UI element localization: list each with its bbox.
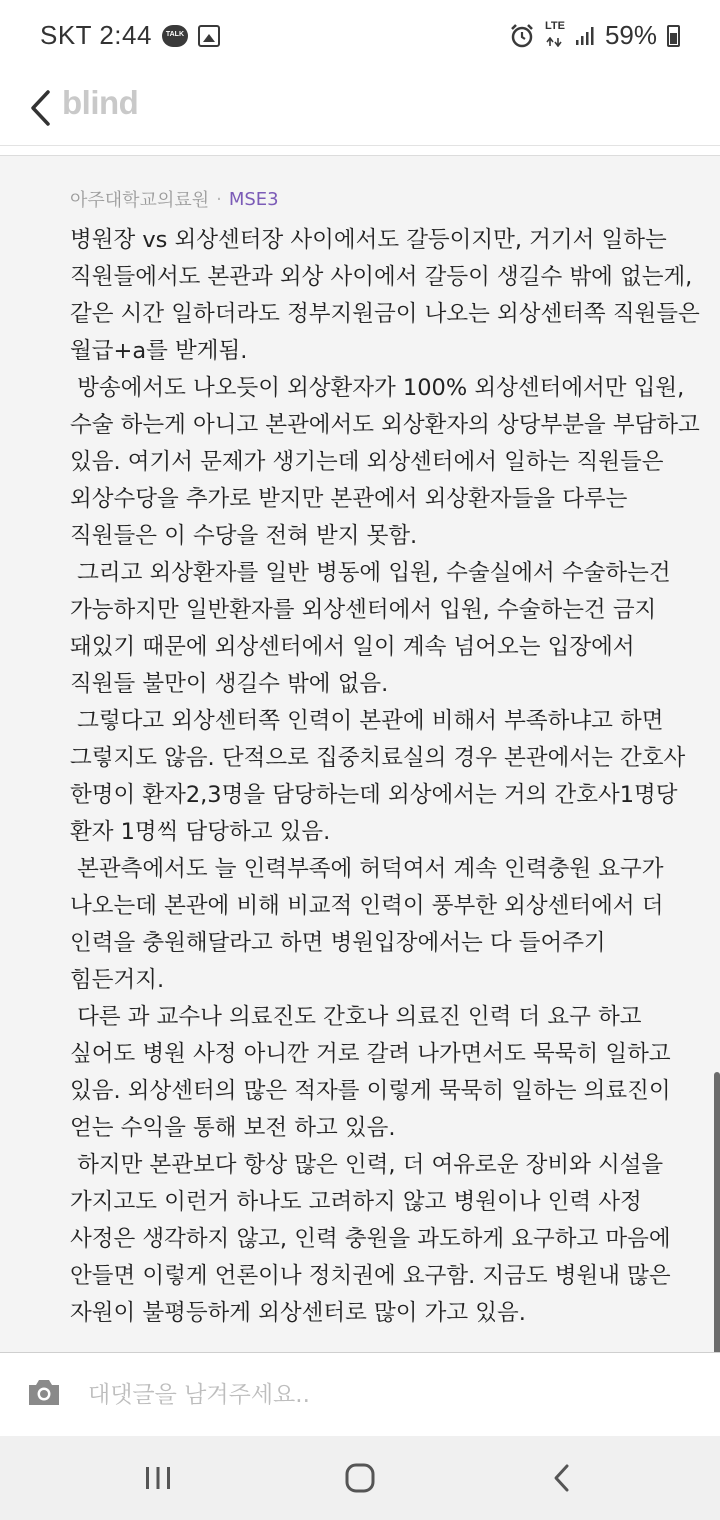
meta-separator: ·: [216, 188, 222, 210]
status-right: [509, 20, 680, 51]
nav-back-button[interactable]: [522, 1450, 602, 1506]
status-left: [40, 20, 220, 51]
gallery-icon: [198, 25, 220, 47]
talk-badge-text: TALK: [165, 30, 185, 38]
lte-icon: [545, 21, 565, 51]
recent-apps-button[interactable]: [118, 1450, 198, 1506]
comment-body: 병원장 vs 외상센터장 사이에서도 갈등이지만, 거기서 일하는 직원들에서도 본관과 외상 사이에서 갈등이 생길수 밖에 없는게, 같은 시간 일하더라도 정부지원금이 나오는 외상센터쪽 직원들은 월급+a를 받게됨. 방송에서도 나오듯이 외상환자가 100% 외상센터에서만 입원, 수술 하는게 아니고 본관에서도 외상환자의 상당부분을 부담하고 있음. 여기서 문제가 생기는데 외상센터에서 일하는 직원들은 외상수당을 추가로 받지만 본관에서 외상환자들을 다루는 직원들은 이 수당을 전혀 받지 못함. 그리고 외상환자를 일반 병동에 입원, 수술실에서 수술하는건 가능하지만 일반환자를 외상센터에서 입원, 수술하는건 금지 돼있기 때문에 외상센터에서 일이 계속 넘어오는 입장에서 직원들 불만이 생길수 밖에 없음. 그렇다고 외상센터쪽 인력이 본관에 비해서 부족하냐고 하면 그렇지도 않음. 단적으로 집중치료실의 경우 본관에서는 간호사 한명이 환자2,3명을 담당하는데 외상에서는 거의 간호사1명당 환자 1명씩 담당하고 있음. 본관측에서도 늘 인력부족에 허덕여서 계속 인력충원 요구가 나오는데 본관에 비해 비교적 인력이 풍부한 외상센터에서 더 인력을 충원해달라고 하면 병원입장에서는 다 들어주기 힘든거지. 다른 과 교수나 의료진도 간호나 의료진 인력 더 요구 하고 싶어도 병원 사정 아니깐 거로 갈려 나가면서도 묵묵히 일하고 있음. 외상센터의 많은 적자를 이렇게 묵묵히 일하는 의료진이 얻는 수익을 통해 보전 하고 있음. 하지만 본관보다 항상 많은 인력, 더 여유로운 장비와 시설을 가지고도 이런거 하나도 고려하지 않고 병원이나 인력 사정 사정은 생각하지 않고, 인력 충원을 과도하게 요구하고 마음에 안들면 이렇게 언론이나 정치권에 요구함. 지금도 병원내 많은 자원이 불평등하게 외상센터로 많이 가고 있음.: [70, 227, 700, 1326]
app-header: [0, 72, 720, 146]
author-nickname[interactable]: MSE3: [228, 188, 279, 210]
brand-logo[interactable]: blind: [62, 84, 139, 121]
signal-icon: [575, 26, 595, 46]
data-arrows-icon: [545, 37, 563, 47]
header-divider: [0, 146, 720, 156]
back-button[interactable]: [22, 82, 58, 134]
comment-area: [0, 156, 720, 1352]
system-nav-bar: [0, 1436, 720, 1520]
battery-percent: 59%: [604, 20, 657, 50]
company-name[interactable]: 아주대학교의료원: [70, 190, 210, 211]
camera-button[interactable]: [26, 1377, 62, 1407]
status-bar: [0, 0, 720, 72]
lte-label: LTE: [544, 19, 565, 32]
back-icon: [552, 1463, 572, 1493]
home-button[interactable]: [320, 1450, 400, 1506]
alarm-icon: [509, 23, 535, 49]
reply-input[interactable]: [88, 1375, 688, 1415]
scrollbar[interactable]: [714, 1072, 720, 1362]
battery-icon: [667, 25, 680, 47]
talk-icon: [162, 25, 188, 47]
reply-bar: [0, 1352, 720, 1436]
carrier-time: SKT 2:44: [40, 20, 152, 50]
chevron-left-icon: [29, 89, 51, 127]
comment-meta: [70, 186, 279, 212]
recent-apps-icon: [143, 1465, 173, 1491]
home-icon: [344, 1462, 376, 1494]
camera-icon: [26, 1377, 62, 1407]
